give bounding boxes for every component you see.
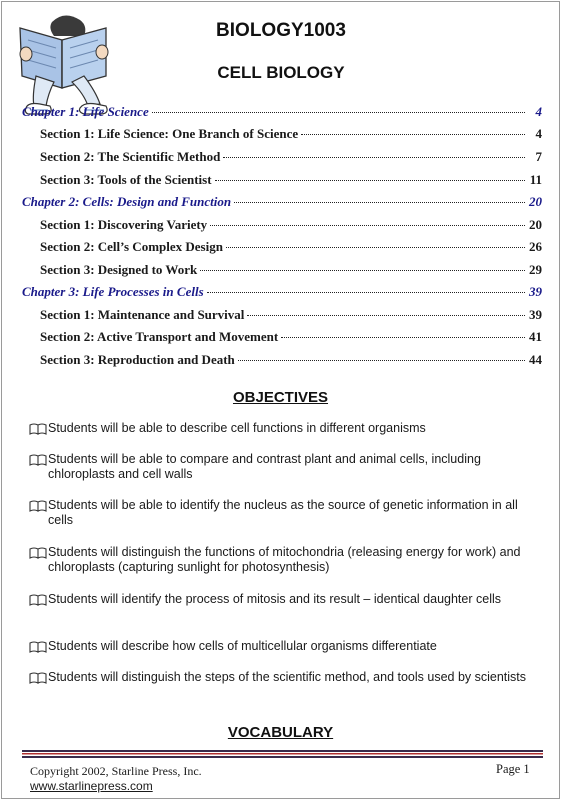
toc-label: Section 1: Maintenance and Survival [40,307,245,322]
toc-section [22,217,542,233]
objective-item [28,545,533,575]
toc-page: 20 [529,217,542,232]
toc-leader [226,247,525,248]
open-book-icon [28,594,48,606]
objective-text: Students will identify the process of mitosis and its result – identical daughter cells [48,592,502,606]
open-book-icon [28,672,48,684]
objective-text: Students will be able to describe cell functions in different organisms [48,421,426,435]
vocabulary-heading: VOCABULARY [227,724,334,741]
objective-text: Students will describe how cells of multicellular organisms differentiate [48,639,437,653]
footer-url-link[interactable]: www.starlinepress.com [30,779,153,793]
objective-item [28,421,533,436]
toc-leader [238,360,525,361]
toc-label: Section 2: Cell’s Complex Design [40,239,223,254]
open-book-icon [28,547,48,559]
toc-section [22,239,542,255]
toc-page: 41 [529,329,542,344]
toc-leader [215,180,525,181]
footer-copyright: Copyright 2002, Starline Press, Inc. [30,764,202,778]
objective-text: Students will distinguish the steps of the scientific method, and tools used by scientists [48,670,527,684]
toc-page: 39 [529,307,542,322]
toc-page: 26 [529,239,542,254]
objective-text: Students will be able to identify the nucleus as the source of genetic information in all cells [48,498,518,527]
toc-page: 29 [529,262,542,277]
objective-item [28,670,533,685]
toc-section [22,262,542,278]
toc-label: Chapter 3: Life Processes in Cells [22,284,204,299]
toc-leader [152,112,525,113]
open-book-icon [28,423,48,435]
objective-item [28,498,533,528]
toc-label: Section 2: The Scientific Method [40,149,221,164]
unit-title: CELL BIOLOGY [217,63,345,82]
toc-page: 4 [535,126,542,141]
toc-leader [247,315,525,316]
open-book-icon [28,500,48,512]
toc-leader [210,225,525,226]
toc-section [22,352,542,368]
open-book-icon [28,454,48,466]
toc-label: Chapter 1: Life Science [22,104,149,119]
toc-label: Chapter 2: Cells: Design and Function [22,194,232,209]
toc-leader [281,337,525,338]
objective-text: Students will distinguish the functions of mitochondria (releasing energy for work) and chloroplasts (capturing sunlight for photosynthesis) [48,545,521,574]
toc-label: Section 1: Discovering Variety [40,217,208,232]
page-number: Page 1 [496,762,530,776]
toc-section [22,149,542,165]
objectives-heading: OBJECTIVES [232,389,329,406]
objective-item [28,592,533,607]
toc-page: 44 [529,352,542,367]
objective-item [28,452,533,482]
toc-leader [200,270,525,271]
course-title: BIOLOGY1003 [216,20,346,41]
toc-page: 7 [535,149,542,164]
toc-page: 20 [529,194,542,209]
toc-label: Section 3: Reproduction and Death [40,352,235,367]
toc-chapter-1 [22,104,542,120]
toc-section [22,329,542,345]
toc-label: Section 3: Designed to Work [40,262,198,277]
toc-leader [234,202,525,203]
toc-label: Section 1: Life Science: One Branch of Science [40,126,299,141]
objective-text: Students will be able to compare and contrast plant and animal cells, including chloroplasts and cell walls [48,452,481,481]
open-book-icon [28,641,48,653]
toc-page: 4 [535,104,542,119]
toc-section [22,307,542,323]
toc-label: Section 2: Active Transport and Movement [40,329,279,344]
toc-page: 11 [529,172,542,187]
toc-section [22,126,542,142]
toc-leader [223,157,525,158]
toc-label: Section 3: Tools of the Scientist [40,172,212,187]
toc-section [22,172,542,188]
toc-chapter-2 [22,194,542,210]
objective-item [28,639,533,654]
toc-page: 39 [529,284,542,299]
toc-chapter-3 [22,284,542,300]
toc-leader [301,134,525,135]
toc-leader [207,292,525,293]
footer-rule [22,750,543,760]
